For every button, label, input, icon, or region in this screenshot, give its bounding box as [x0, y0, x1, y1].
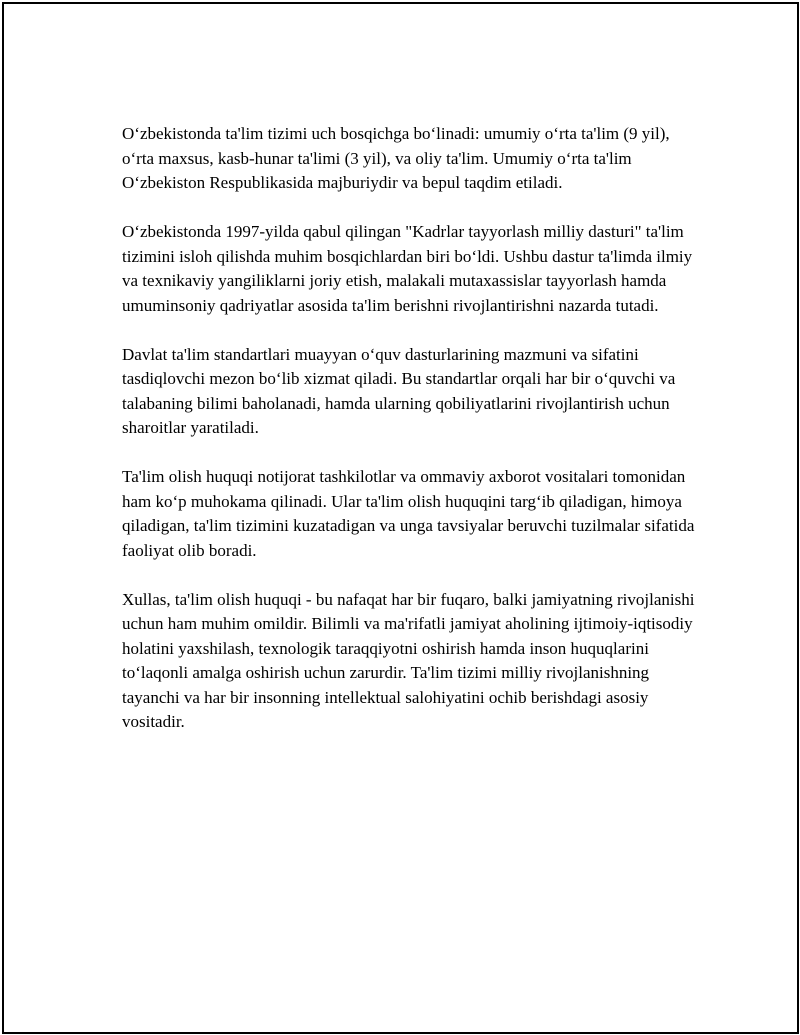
paragraph-5: Xullas, ta'lim olish huquqi - bu nafaqat har bir fuqaro, balki jamiyatning rivojlanishi uchun ham muhim omildir. Bilimli va ma'rifatli jamiyat aholining ijtimoiy-iqtisodiy holatini yaxshilash, texnologik taraqqiyotni oshirish hamda inson huquqlarini to‘laqonli amalga oshirish uchun zarurdir. Ta'lim tizimi milliy rivojlanishning tayanchi va har bir insonning intellektual salohiyatini ochib berishdagi asosiy vositadir.	[122, 589, 695, 731]
document-body	[122, 122, 702, 759]
paragraph-3: Davlat ta'lim standartlari muayyan o‘quv dasturlarining mazmuni va sifatini tasdiqlovchi mezon bo‘lib xizmat qiladi. Bu standartlar orqali har bir o‘quvchi va talabaning bilimi baholanadi, hamda ularning qobiliyatlarini rivojlantirish uchun sharoitlar yaratiladi.	[122, 344, 676, 437]
paragraph-1: O‘zbekistonda ta'lim tizimi uch bosqichga bo‘linadi: umumiy o‘rta ta'lim (9 yil), o‘rta maxsus, kasb-hunar ta'limi (3 yil), va oliy ta'lim. Umumiy o‘rta ta'lim O‘zbekiston Respublikasida majburiydir va bepul taqdim etiladi.	[122, 124, 670, 192]
document-page	[2, 2, 799, 1034]
paragraph-4: Ta'lim olish huquqi notijorat tashkilotlar va ommaviy axborot vositalari tomonidan ham ko‘p muhokama qilinadi. Ular ta'lim olish huquqini targ‘ib qiladigan, himoya qiladigan, ta'lim tizimini kuzatadigan va unga tavsiyalar beruvchi tuzilmalar sifatida faoliyat olib boradi.	[122, 467, 695, 560]
paragraph-2: O‘zbekistonda 1997-yilda qabul qilingan "Kadrlar tayyorlash milliy dasturi" ta'lim tizimini isloh qilishda muhim bosqichlardan biri bo‘ldi. Ushbu dastur ta'limda ilmiy va texnikaviy yangiliklarni joriy etish, malakali mutaxassislar tayyorlash hamda umuminsoniy qadriyatlar asosida ta'lim berishni rivojlantirishni nazarda tutadi.	[122, 222, 693, 315]
